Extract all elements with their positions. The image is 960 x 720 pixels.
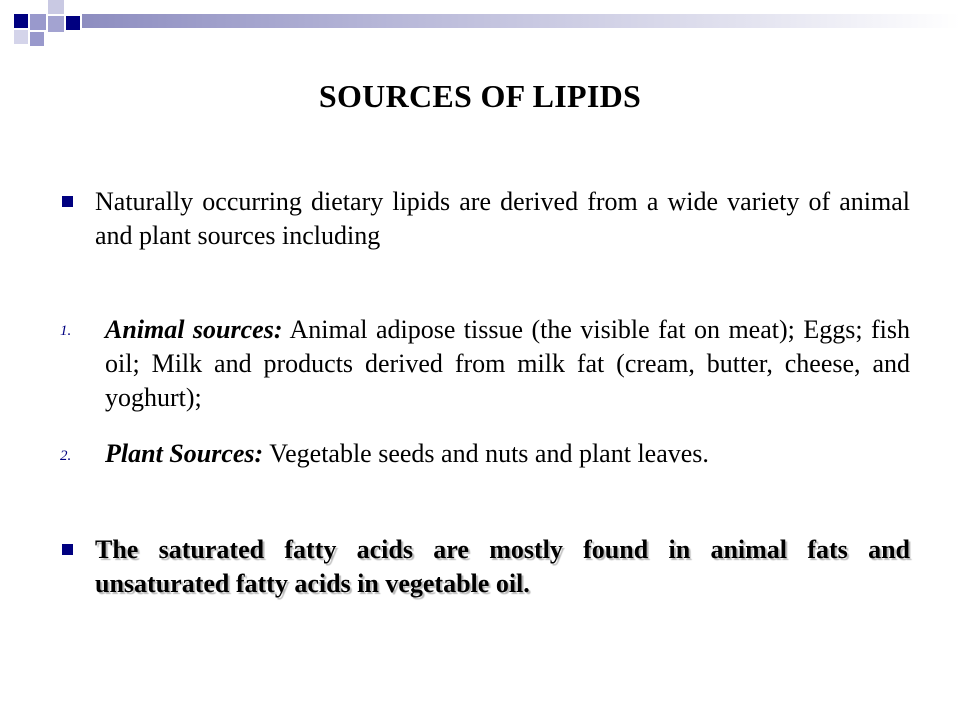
bullet-text: The saturated fatty acids are mostly found in animal fats and unsaturated fatty acids in vegetable oil.: [95, 535, 910, 598]
square-bullet-icon: [62, 196, 73, 207]
deco-square-light: [48, 0, 64, 14]
header-decoration: [0, 0, 960, 56]
list-item-label: Animal sources:: [105, 315, 283, 344]
deco-square-navy: [14, 14, 28, 28]
list-item-text: Animal adipose tissue (the visible fat on meat); Eggs; fish oil; Milk and products derived from milk fat (cream, butter, cheese, and yoghurt);: [105, 315, 910, 412]
list-number: 2.: [60, 448, 72, 464]
deco-square-navy: [66, 16, 80, 30]
square-bullet-icon: [62, 544, 73, 555]
deco-square-lilac: [30, 14, 46, 30]
header-gradient-bar: [82, 14, 960, 28]
list-item-label: Plant Sources:: [105, 439, 264, 468]
list-item-animal-sources: [105, 313, 910, 415]
slide-title: SOURCES OF LIPIDS: [318, 78, 642, 114]
list-item-plant-sources: [105, 437, 910, 471]
bullet-text: Naturally occurring dietary lipids are derived from a wide variety of animal and plant sources including: [95, 187, 910, 250]
list-item-text: Vegetable seeds and nuts and plant leaves.: [263, 439, 709, 468]
deco-square-light: [14, 30, 28, 44]
deco-square-lilac: [48, 16, 64, 32]
deco-square-lilac: [30, 32, 44, 46]
list-number: 1.: [60, 323, 72, 339]
